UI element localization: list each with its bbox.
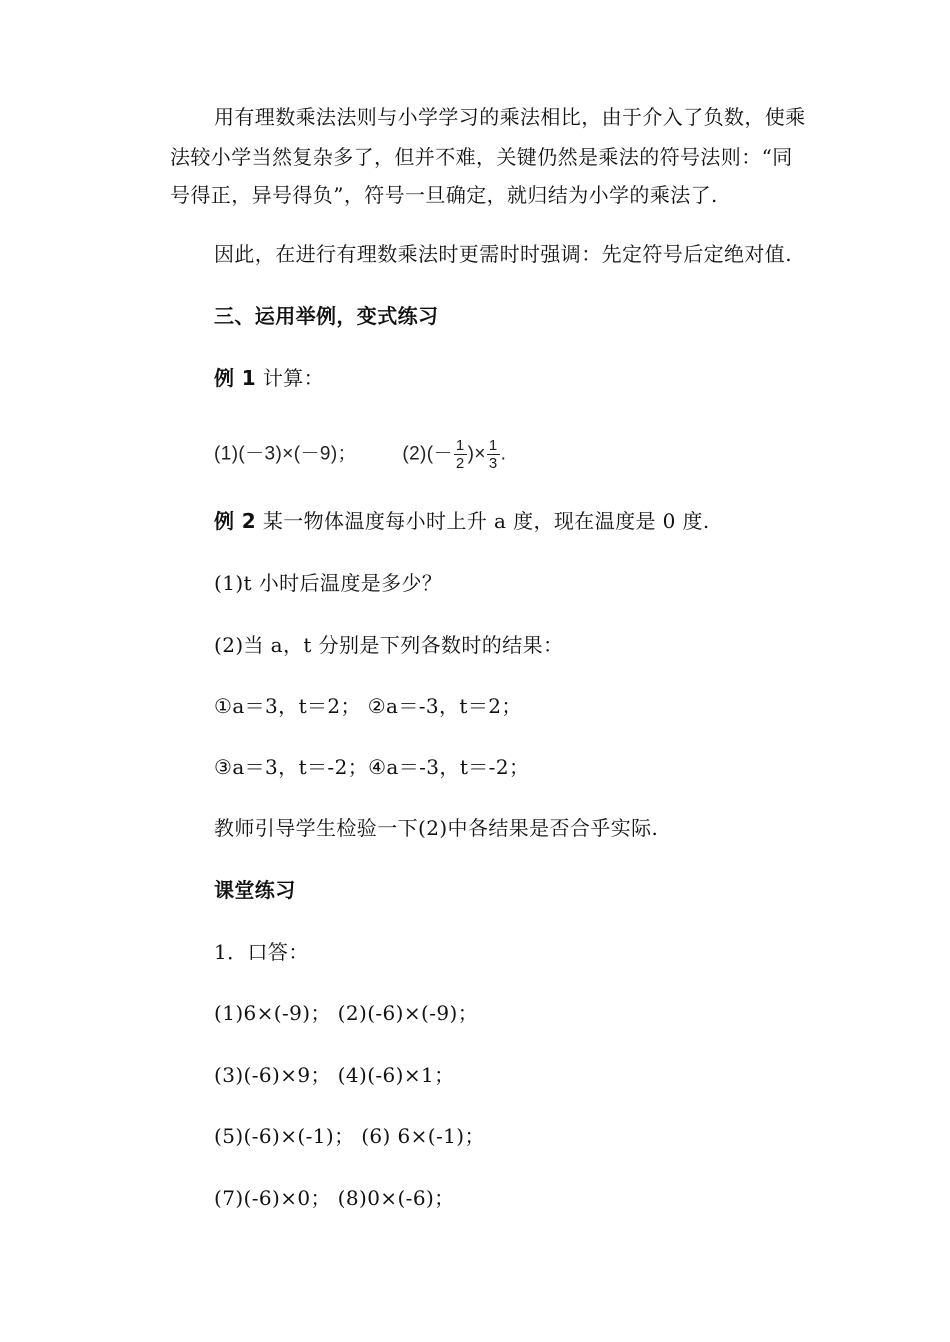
fraction-one-half: $\frac{1}{2}$: [455, 437, 465, 472]
example-1-text: 计算：: [256, 366, 325, 390]
practice-row-4: (7)(-6)×0； (8)0×(-6)；: [214, 1186, 455, 1210]
paragraph-1-line-1: 用有理数乘法法则与小学学习的乘法相比，由于介入了负数，使乘: [214, 105, 806, 129]
formula-1: (1)(－3)×(－9)；: [214, 443, 357, 465]
example-1-line: [214, 364, 324, 392]
section-heading: 三、运用举例，变式练习: [214, 304, 439, 328]
practice-heading: 课堂练习: [214, 878, 296, 902]
formula-2-end: .: [500, 443, 507, 465]
formula-2-prefix: (2)(－: [402, 443, 453, 465]
example-2-cases-2: ③a＝3，t＝-2；④a＝-3，t＝-2；: [214, 755, 530, 779]
example-1-label: 例 1: [214, 366, 257, 390]
practice-row-3: (5)(-6)×(-1)； (6) 6×(-1)；: [214, 1124, 485, 1148]
example-2-question-2: (2)当 a，t 分别是下列各数时的结果：: [214, 633, 564, 657]
example-2-text: 某一物体温度每小时上升 a 度，现在温度是 0 度.: [256, 509, 710, 533]
paragraph-1-line-3: 号得正，异号得负”，符号一旦确定，就归结为小学的乘法了.: [170, 183, 718, 207]
paragraph-2: 因此，在进行有理数乘法时更需时时强调：先定符号后定绝对值.: [214, 242, 792, 266]
example-2-question-1: (1)t 小时后温度是多少？: [214, 571, 443, 595]
example-2-line: [214, 507, 710, 535]
fraction-one-third: $\frac{1}{3}$: [488, 437, 498, 472]
teacher-note: 教师引导学生检验一下(2)中各结果是否合乎实际.: [214, 816, 659, 840]
practice-row-1: (1)6×(-9)； (2)(-6)×(-9)；: [214, 1001, 479, 1025]
example-2-label: 例 2: [214, 509, 257, 533]
practice-row-2: (3)(-6)×9； (4)(-6)×1；: [214, 1063, 455, 1087]
practice-item-1: 1．口答：: [214, 940, 309, 964]
example-1-formulas: [214, 437, 506, 472]
example-2-cases-1: ①a＝3，t＝2； ②a＝-3，t＝2；: [214, 694, 522, 718]
paragraph-1-line-2: 法较小学当然复杂多了，但并不难，关键仍然是乘法的符号法则：“同: [170, 145, 793, 169]
formula-2-mid: )×: [467, 443, 486, 465]
